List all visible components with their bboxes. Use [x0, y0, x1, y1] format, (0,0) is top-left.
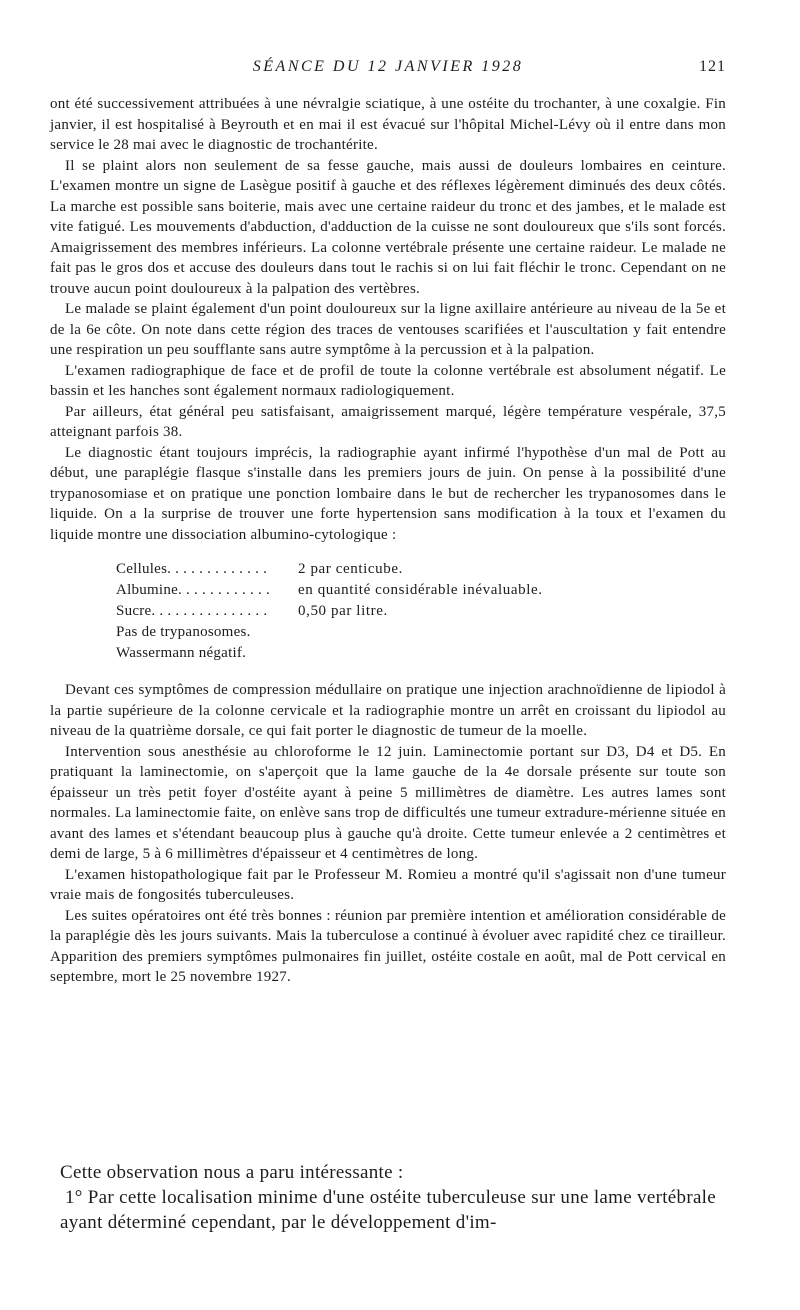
lab-row — [116, 601, 726, 622]
paragraph: L'examen histopathologique fait par le Professeur M. Romieu a montré qu'il s'agissait non d'une tumeur vraie mais de fongosités tuberculeuses. — [50, 866, 726, 903]
paragraph: Par ailleurs, état général peu satisfaisant, amaigrissement marqué, légère température vespérale, 37,5 atteignant parfois 38. — [50, 403, 726, 440]
paragraph: Le diagnostic étant toujours imprécis, la radiographie ayant infirmé l'hypothèse d'un mal de Pott au début, une paraplégie flasque s'installe dans les premiers jours de juin. On pense à la possibilité d'une trypanosomiase et on pratique une ponction lombaire dans le but de rechercher les trypanosomes dans le liquide. On a la surprise de trouver une forte hypertension sans modification à la toux et l'examen du liquide montre une dissociation albumino-cytologique : — [50, 444, 726, 543]
lab-row — [116, 580, 726, 601]
lab-label: Sucre. . . . . . . . . . . . . . . — [116, 603, 268, 619]
page-number: 121 — [699, 58, 726, 75]
lab-label: Wassermann négatif. — [116, 645, 247, 661]
paragraph: Devant ces symptômes de compression médullaire on pratique une injection arachnoïdienne de lipiodol à la partie supérieure de la colonne cervicale et la radiographie montre un arrêt en croissant du lipiodol au niveau de la quatrième dorsale, ce qui fait porter le diagnostic de tumeur de la moelle. — [50, 682, 726, 739]
paragraph: Intervention sous anesthésie au chloroforme le 12 juin. Laminectomie portant sur D3, D4 et D5. En pratiquant la laminectomie, on s'aperçoit que la lame gauche de la 4e dorsale présente sur toute son épaisseur un très petit foyer d'ostéite ayant à peine 5 millimètres de diamètre. Les autres lames sont normales. La laminectomie faite, on enlève sans trop de difficultés une tumeur extradure-mérienne située en avant des lames et s'étendant beaucoup plus à gauche qu'à droite. Cette tumeur enlevée a 2 centimètres et demi de large, 5 à 6 millimètres d'épaisseur et 4 centimètres de long. — [50, 743, 726, 862]
lab-value: en quantité considérable inévaluable. — [298, 582, 543, 598]
conclusion-point: 1° Par cette localisation minime d'une ostéite tuberculeuse sur une lame vertébrale ayant déterminé cependant, par le développement d'im- — [60, 1187, 716, 1233]
paragraph: Les suites opératoires ont été très bonnes : réunion par première intention et amélioration considérable de la paraplégie dès les jours suivants. Mais la tuberculose a continué à évoluer avec rapidité chez ce tirailleur. Apparition des premiers symptômes pulmonaires fin juillet, ostéite costale en août, mal de Pott cervical en septembre, mort le 25 novembre 1927. — [50, 907, 726, 985]
article-body — [50, 94, 726, 988]
conclusion-lead: Cette observation nous a paru intéressante : — [60, 1162, 404, 1183]
lab-value: 2 par centicube. — [298, 561, 403, 577]
lab-label: Pas de trypanosomes. — [116, 624, 251, 640]
lab-row — [116, 559, 726, 580]
paragraph: Il se plaint alors non seulement de sa fesse gauche, mais aussi de douleurs lombaires en ceinture. L'examen montre un signe de Lasègue positif à gauche et des réflexes légèrement diminués des deux côtés. La marche est possible sans boiterie, mais avec une certaine raideur du tronc et des jambes, et le malade est vite fatigué. Les mouvements d'abduction, d'adduction de la cuisse ne sont douloureux que s'ils sont forcés. Amaigrissement des membres inférieurs. La colonne vertébrale présente une certaine raideur. Le malade ne fait pas le gros dos et accuse des douleurs dans tout le rachis si on lui fait fléchir le tronc. Cependant on ne trouve aucun point douloureux à la palpation des vertèbres. — [50, 157, 726, 297]
lab-label: Albumine. . . . . . . . . . . . — [116, 582, 270, 598]
csf-lab-results — [116, 559, 726, 664]
running-title: SÉANCE DU 12 JANVIER 1928 — [252, 58, 524, 75]
paragraph: ont été successivement attribuées à une névralgie sciatique, à une ostéite du trochanter, à une coxalgie. Fin janvier, il est hospitalisé à Beyrouth et en mai il est évacué sur l'hôpital Michel-Lévy où il entre dans mon service le 28 mai avec le diagnostic de trochantérite. — [50, 96, 726, 153]
lab-value: 0,50 par litre. — [298, 603, 388, 619]
lab-row — [116, 622, 726, 643]
conclusion-section — [60, 1160, 716, 1235]
lab-row — [116, 643, 726, 664]
lab-label: Cellules. . . . . . . . . . . . . — [116, 561, 268, 577]
page-header — [50, 58, 726, 82]
paragraph: L'examen radiographique de face et de profil de toute la colonne vertébrale est absolument négatif. Le bassin et les hanches sont également normaux radiologiquement. — [50, 362, 726, 399]
paragraph: Le malade se plaint également d'un point douloureux sur la ligne axillaire antérieure au niveau de la 5e et de la 6e côte. On note dans cette région des traces de ventouses scarifiées et l'auscultation y fait entendre une respiration un peu soufflante sans autre symptôme à la percussion et à la palpation. — [50, 301, 726, 358]
